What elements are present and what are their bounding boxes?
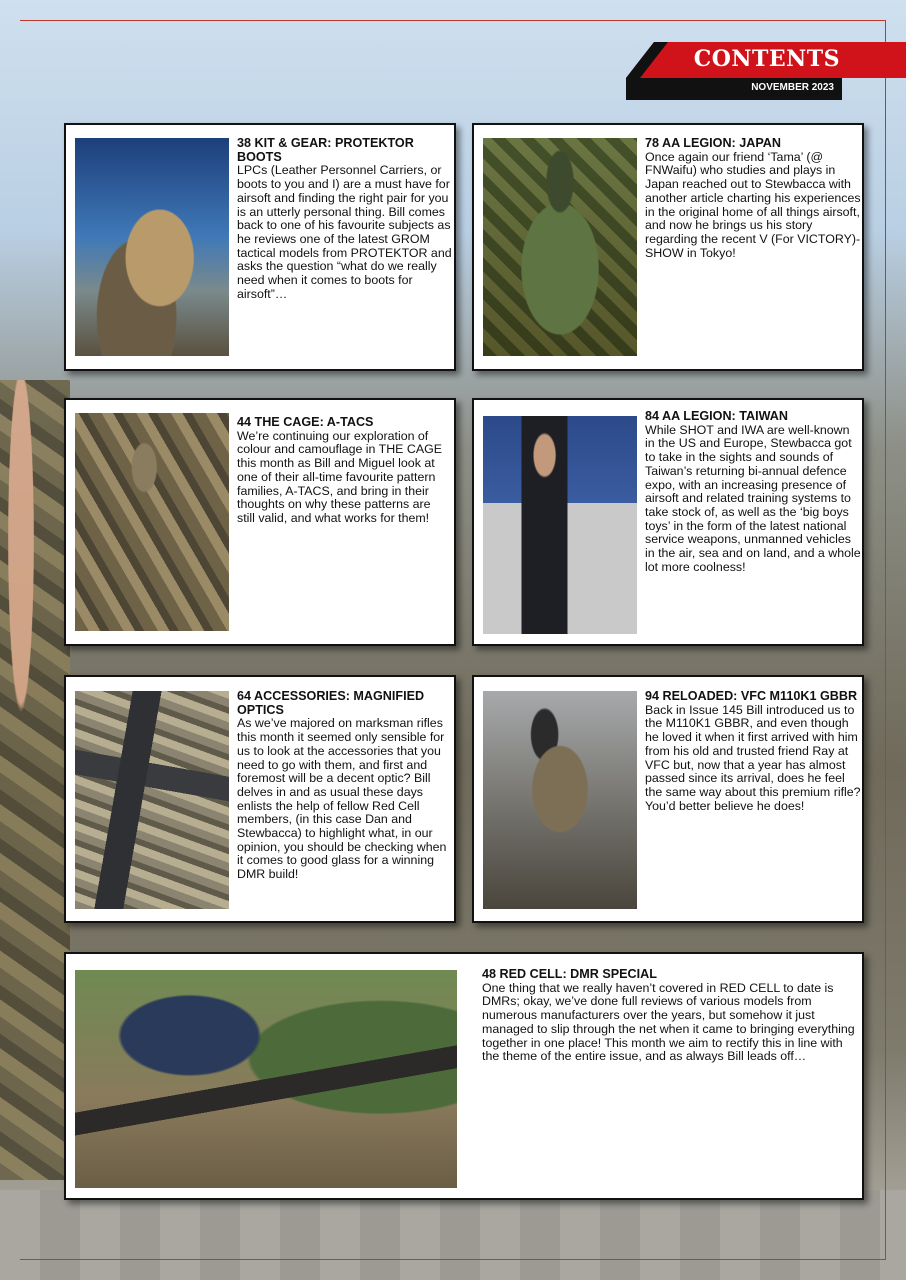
- article-heading[interactable]: 38 KIT & GEAR: PROTEKTOR BOOTS: [237, 136, 414, 164]
- page-frame-right: [885, 20, 886, 1260]
- article-summary: We’re continuing our exploration of colour and camouflage in THE CAGE this month as Bill and Miguel look at one of their all-time favourite pattern families, A-TACS, and bring in their thoughts on why these patterns are still valid, and what works for them!: [237, 428, 443, 525]
- article-text: [645, 137, 861, 260]
- background-ground: [0, 1190, 906, 1280]
- article-image-optics: [75, 691, 229, 909]
- article-card-atacs[interactable]: [64, 398, 456, 646]
- contents-banner: [626, 42, 906, 100]
- article-text: [645, 410, 861, 574]
- article-card-optics[interactable]: [64, 675, 456, 923]
- article-image-atacs: [75, 413, 229, 631]
- issue-date: NOVEMBER 2023: [751, 82, 834, 93]
- article-summary: As we’ve majored on marksman rifles this month it seemed only sensible for us to look at the accessories that you need to go with them, and first and foremost will be a decent optic? Bill delves in and as usual these days enlists the help of fellow Red Cell members, (in this case Dan and Stewbacca) to highlight what, in our opinion, you should be checking when it comes to good glass for a winning DMR build!: [237, 716, 447, 882]
- page-frame-top: [20, 20, 886, 21]
- article-card-reloaded[interactable]: [472, 675, 864, 923]
- article-card-taiwan[interactable]: [472, 398, 864, 646]
- background-soldier: [0, 380, 70, 1180]
- article-summary: One thing that we really haven’t covered in RED CELL to date is DMRs; okay, we’ve done full reviews of various models from numerous manufacturers over the years, but somehow it just managed to slip through the net when it came to bringing everything together in one place! This month we aim to rectify this in line with the theme of the entire issue, and as always Bill leads off…: [482, 980, 855, 1064]
- article-text: [645, 690, 861, 813]
- article-image-taiwan: [483, 416, 637, 634]
- article-summary: LPCs (Leather Personnel Carriers, or boots to you and I) are a must have for airsoft and finding the right pair for you is an utterly personal thing. Bill comes back to one of his favourite subjects as he reviews one of the latest GROM tactical models from PROTEKTOR and asks the question “what do we really need when it comes to boots for airsoft”…: [237, 163, 452, 301]
- article-text: [237, 416, 449, 526]
- article-image-japan: [483, 138, 637, 356]
- article-heading[interactable]: 78 AA LEGION: JAPAN: [645, 136, 781, 150]
- article-text: [237, 137, 455, 301]
- article-heading[interactable]: 64 ACCESSORIES: MAGNIFIED OPTICS: [237, 689, 425, 717]
- article-text: [482, 968, 860, 1064]
- article-text: [237, 690, 453, 882]
- article-heading[interactable]: 84 AA LEGION: TAIWAN: [645, 409, 788, 423]
- article-image-boots: [75, 138, 229, 356]
- article-card-redcell[interactable]: [64, 952, 864, 1200]
- article-image-redcell: [75, 970, 457, 1188]
- article-summary: While SHOT and IWA are well-known in the US and Europe, Stewbacca got to take in the sights and sounds of Taiwan’s returning bi-annual defence expo, with an increasing presence of airsoft and related training systems to take stock of, as well as the ‘big boys toys’ in the form of the latest national service weapons, unmanned vehicles in the air, sea and on land, and a whole lot more coolness!: [645, 422, 861, 574]
- article-image-reloaded: [483, 691, 637, 909]
- article-heading[interactable]: 44 THE CAGE: A-TACS: [237, 415, 374, 429]
- page-title: CONTENTS: [693, 46, 840, 72]
- article-card-japan[interactable]: [472, 123, 864, 371]
- article-summary: Back in Issue 145 Bill introduced us to the M110K1 GBBR, and even though he loved it when it first arrived with him from his old and trusted friend Ray at VFC but, now that a year has almost passed since its arrival, does he feel the same way about this premium rifle? You’d better believe he does!: [645, 702, 861, 813]
- article-summary: Once again our friend ‘Tama’ (@ FNWaifu) who studies and plays in Japan reached out to Stewbacca with another article charting his experiences in the original home of all things airsoft, and now he brings us his story regarding the recent V (For VICTORY)-SHOW in Tokyo!: [645, 149, 861, 260]
- page-frame-bottom: [20, 1259, 886, 1260]
- article-card-boots[interactable]: [64, 123, 456, 371]
- article-heading[interactable]: 94 RELOADED: VFC M110K1 GBBR: [645, 689, 858, 703]
- article-heading[interactable]: 48 RED CELL: DMR SPECIAL: [482, 967, 657, 981]
